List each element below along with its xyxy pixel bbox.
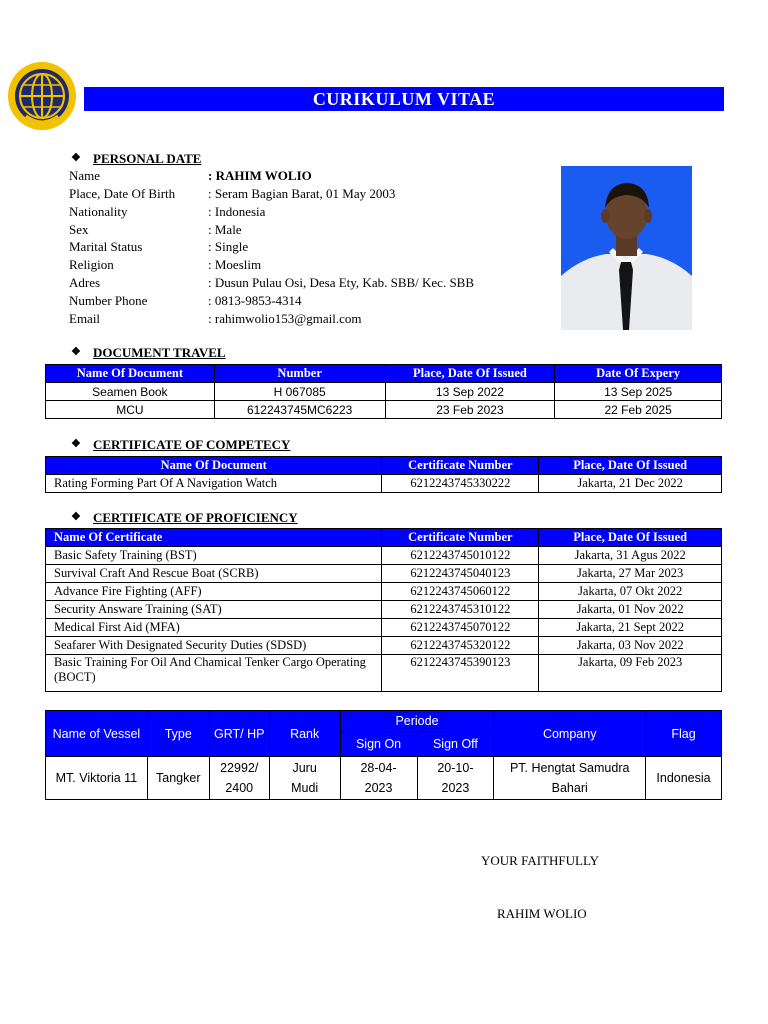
- table-header-row: [46, 365, 722, 383]
- table-cell: 6212243745390123: [382, 655, 539, 692]
- column-header: Company: [494, 711, 646, 757]
- table-row: [46, 565, 722, 583]
- table-row: [46, 619, 722, 637]
- diamond-bullet-icon: ❖: [71, 346, 81, 358]
- table-cell: 13 Sep 2022: [385, 383, 555, 401]
- table-row: [46, 757, 722, 800]
- table-cell: 28-04-2023: [340, 757, 417, 800]
- table-cell: Rating Forming Part Of A Navigation Watch: [46, 475, 382, 493]
- field-value: : RAHIM WOLIO: [208, 168, 312, 183]
- table-cell: MT. Viktoria 11: [46, 757, 148, 800]
- field-value: : Single: [208, 239, 249, 254]
- table-cell: Jakarta, 07 Okt 2022: [539, 583, 722, 601]
- table-cell: MCU: [46, 401, 215, 419]
- field-label: Name: [69, 168, 101, 183]
- table-cell: 612243745MC6223: [214, 401, 385, 419]
- field-label: Number Phone: [69, 293, 148, 308]
- table-cell: 6212243745010122: [382, 547, 539, 565]
- document-travel-table: [45, 364, 722, 419]
- field-value: : Male: [208, 222, 242, 237]
- profile-photo: [561, 166, 692, 330]
- table-cell: 6212243745070122: [382, 619, 539, 637]
- diamond-bullet-icon: ❖: [71, 511, 81, 523]
- table-cell: 6212243745330222: [382, 475, 539, 493]
- table-cell: 22 Feb 2025: [555, 401, 722, 419]
- table-header-row: [46, 711, 722, 732]
- table-row: [46, 655, 722, 692]
- table-cell: 23 Feb 2023: [385, 401, 555, 419]
- table-cell: 6212243745060122: [382, 583, 539, 601]
- personal-heading: ❖ PERSONAL DATE: [71, 151, 202, 166]
- table-cell: 6212243745040123: [382, 565, 539, 583]
- table-cell: 6212243745310122: [382, 601, 539, 619]
- field-value: : Indonesia: [208, 204, 266, 219]
- proficiency-table: [45, 528, 722, 692]
- table-row: [46, 401, 722, 419]
- column-header: Place, Date Of Issued: [539, 529, 722, 547]
- table-cell: 13 Sep 2025: [555, 383, 722, 401]
- column-header: Name Of Certificate: [46, 529, 382, 547]
- table-cell: Medical First Aid (MFA): [46, 619, 382, 637]
- field-value: : rahimwolio153@gmail.com: [208, 311, 362, 326]
- column-header: Certificate Number: [382, 457, 539, 475]
- emblem-logo: [6, 60, 78, 132]
- table-cell: H 067085: [214, 383, 385, 401]
- field-label: Religion: [69, 257, 114, 272]
- table-cell: Jakarta, 31 Agus 2022: [539, 547, 722, 565]
- table-cell: Seamen Book: [46, 383, 215, 401]
- table-cell: Jakarta, 21 Dec 2022: [539, 475, 722, 493]
- proficiency-heading: ❖ CERTIFICATE OF PROFICIENCY: [71, 510, 298, 525]
- field-value: : Moeslim: [208, 257, 262, 272]
- diamond-bullet-icon: ❖: [71, 438, 81, 450]
- signature-name: RAHIM WOLIO: [497, 906, 587, 921]
- competency-heading: ❖ CERTIFICATE OF COMPETECY: [71, 437, 291, 452]
- column-header: Rank: [269, 711, 340, 757]
- table-cell: Basic Training For Oil And Chamical Tenker Cargo Operating (BOCT): [46, 655, 382, 692]
- document-travel-heading: ❖ DOCUMENT TRAVEL: [71, 345, 226, 360]
- table-cell: Basic Safety Training (BST): [46, 547, 382, 565]
- column-header: Name Of Document: [46, 365, 215, 383]
- field-value: : Seram Bagian Barat, 01 May 2003: [208, 186, 396, 201]
- field-label: Adres: [69, 275, 101, 290]
- table-cell: Indonesia: [646, 757, 722, 800]
- table-cell: Jakarta, 09 Feb 2023: [539, 655, 722, 692]
- table-cell: PT. Hengtat Samudra Bahari: [494, 757, 646, 800]
- table-cell: Jakarta, 27 Mar 2023: [539, 565, 722, 583]
- table-cell: Jakarta, 03 Nov 2022: [539, 637, 722, 655]
- table-cell: Jakarta, 01 Nov 2022: [539, 601, 722, 619]
- table-row: [46, 383, 722, 401]
- column-header: GRT/ HP: [209, 711, 269, 757]
- column-header: Place, Date Of Issued: [385, 365, 555, 383]
- column-header: Sign Off: [417, 732, 494, 757]
- field-label: Email: [69, 311, 101, 326]
- field-label: Nationality: [69, 204, 128, 219]
- table-cell: Security Answare Training (SAT): [46, 601, 382, 619]
- column-header: Type: [147, 711, 209, 757]
- table-row: [46, 637, 722, 655]
- table-cell: 20-10-2023: [417, 757, 494, 800]
- competency-table: [45, 456, 722, 493]
- column-header: Date Of Expery: [555, 365, 722, 383]
- field-label: Place, Date Of Birth: [69, 186, 176, 201]
- table-header-row: [46, 529, 722, 547]
- column-header: Name of Vessel: [46, 711, 148, 757]
- table-cell: Tangker: [147, 757, 209, 800]
- table-row: [46, 583, 722, 601]
- table-cell: 6212243745320122: [382, 637, 539, 655]
- field-label: Sex: [69, 222, 89, 237]
- field-label: Marital Status: [69, 239, 143, 254]
- column-header: Number: [214, 365, 385, 383]
- column-header: Flag: [646, 711, 722, 757]
- column-header: Place, Date Of Issued: [539, 457, 722, 475]
- field-value: : 0813-9853-4314: [208, 293, 302, 308]
- column-header: Sign On: [340, 732, 417, 757]
- field-value: : Dusun Pulau Osi, Desa Ety, Kab. SBB/ Kec. SBB: [208, 275, 475, 290]
- table-row: [46, 547, 722, 565]
- table-cell: Advance Fire Fighting (AFF): [46, 583, 382, 601]
- column-header: Name Of Document: [46, 457, 382, 475]
- column-header: Periode: [340, 711, 494, 732]
- table-cell: Jakarta, 21 Sept 2022: [539, 619, 722, 637]
- table-cell: Seafarer With Designated Security Duties (SDSD): [46, 637, 382, 655]
- sea-service-table: [45, 710, 722, 800]
- closing-text: YOUR FAITHFULLY: [481, 853, 599, 868]
- table-cell: 22992/ 2400: [209, 757, 269, 800]
- table-row: [46, 475, 722, 493]
- diamond-bullet-icon: ❖: [71, 152, 81, 164]
- table-header-row: [46, 457, 722, 475]
- table-cell: Juru Mudi: [269, 757, 340, 800]
- column-header: Certificate Number: [382, 529, 539, 547]
- table-row: [46, 601, 722, 619]
- table-cell: Survival Craft And Rescue Boat (SCRB): [46, 565, 382, 583]
- page-title: CURIKULUM VITAE: [84, 87, 724, 111]
